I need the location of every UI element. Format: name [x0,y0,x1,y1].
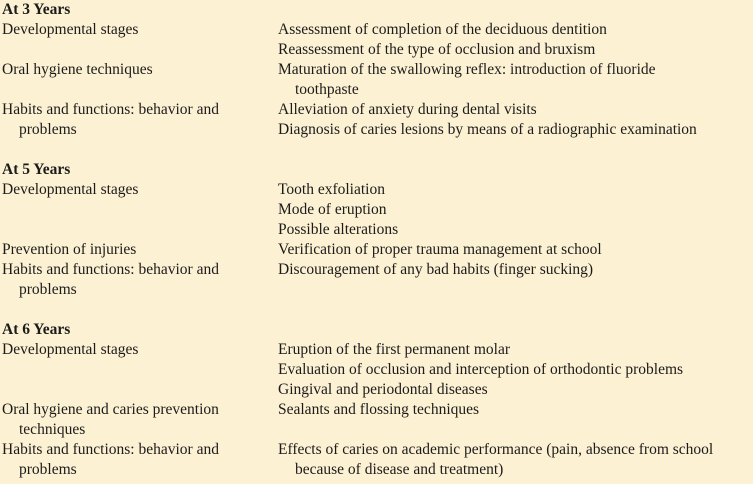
topic-text: Developmental stages [2,341,139,358]
topic-cell [0,100,278,140]
topic-cell [0,260,278,300]
detail-cell [278,440,753,480]
section-heading: At 5 Years [2,161,71,178]
detail-text: Alleviation of anxiety during dental visits [278,101,537,118]
detail-text: Effects of caries on academic performance (pain, absence from school [278,441,714,458]
detail-cell [278,20,753,60]
topic-text: Habits and functions: behavior and [2,101,219,118]
topic-text: techniques [19,421,86,438]
topic-cell [0,20,278,40]
detail-cell [278,400,753,420]
table-row [0,260,753,300]
detail-text: toothpaste [295,81,359,98]
table-row [0,20,753,60]
detail-text: Evaluation of occlusion and interception of orthodontic problems [278,361,684,378]
table-row [0,240,753,260]
detail-text: Eruption of the first permanent molar [278,341,511,358]
topic-text: problems [19,461,77,478]
table-row [0,340,753,400]
detail-text: Gingival and periodontal diseases [278,381,488,398]
detail-cell [278,240,753,260]
topic-cell [0,400,278,440]
detail-text: Assessment of completion of the deciduous dentition [278,21,607,38]
detail-text: Reassessment of the type of occlusion and bruxism [278,41,596,58]
topic-text: Oral hygiene and caries prevention [2,401,219,418]
topic-cell [0,340,278,360]
detail-cell [278,60,753,100]
section-heading: At 6 Years [2,321,71,338]
detail-cell [278,100,753,140]
topic-text: Prevention of injuries [2,241,137,258]
table-row [0,60,753,100]
table-row [0,440,753,480]
topic-text: Developmental stages [2,21,139,38]
topic-text: Oral hygiene techniques [2,61,153,78]
topic-text: Habits and functions: behavior and [2,261,219,278]
detail-text: Tooth exfoliation [278,181,385,198]
detail-text: because of disease and treatment) [295,461,504,478]
detail-text: Possible alterations [278,221,399,238]
detail-text: Diagnosis of caries lesions by means of a radiographic examination [278,121,697,138]
detail-text: Verification of proper trauma management at school [278,241,602,258]
section-heading: At 3 Years [2,1,71,18]
section-spacer [0,140,753,160]
detail-text: Mode of eruption [278,201,387,218]
table-row [0,400,753,440]
detail-cell [278,180,753,240]
detail-cell [278,260,753,280]
detail-cell [278,340,753,400]
topic-text: problems [19,121,77,138]
table-row [0,100,753,140]
detail-text: Sealants and flossing techniques [278,401,480,418]
detail-text: Discouragement of any bad habits (finger sucking) [278,261,594,278]
topic-text: Developmental stages [2,181,139,198]
table-row [0,180,753,240]
topic-cell [0,180,278,200]
topic-text: Habits and functions: behavior and [2,441,219,458]
topic-cell [0,60,278,80]
topic-text: problems [19,281,77,298]
detail-text: Maturation of the swallowing reflex: introduction of fluoride [278,61,656,78]
section-spacer [0,300,753,320]
topic-cell [0,240,278,260]
topic-cell [0,440,278,480]
